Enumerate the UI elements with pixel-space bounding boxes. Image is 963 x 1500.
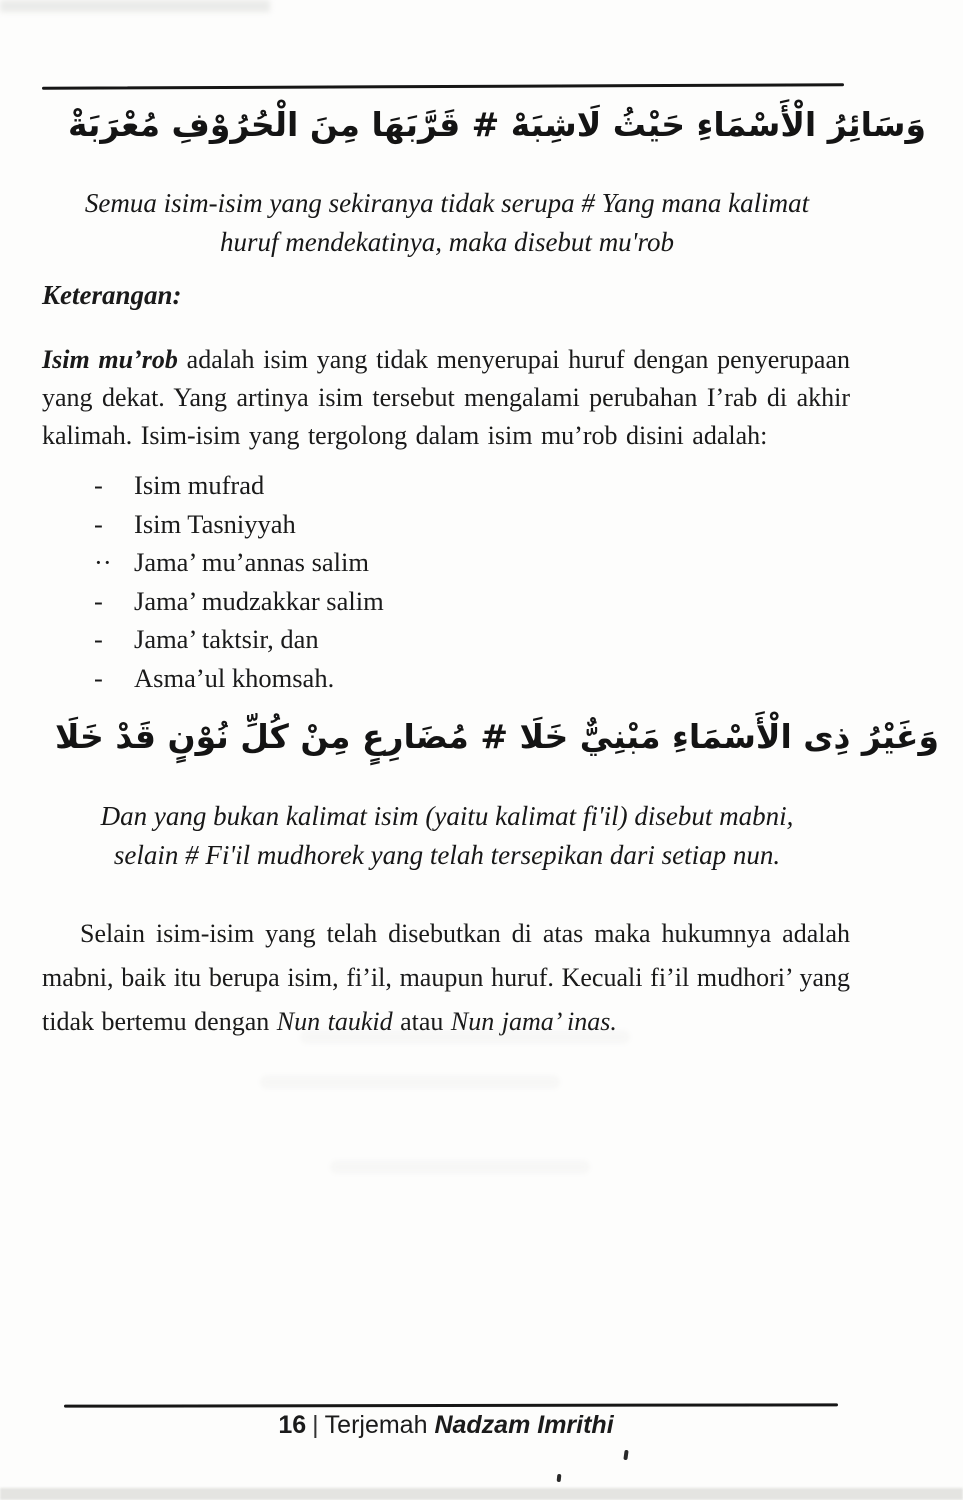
term-nun-taukid: Nun taukid [276,1007,393,1036]
list-dash: - [94,470,103,500]
list-dash: - [94,624,103,654]
paragraph-text: atau [392,1007,451,1036]
scan-bleedthrough [330,1160,590,1174]
footer-book-title: Nadzam Imrithi [434,1411,614,1439]
page-footer [42,1411,850,1440]
paragraph-text: adalah isim yang tidak menyerupai huruf dengan penyerupaan yang dekat. Yang artinya isim tersebut mengalami perubahan I’rab di akhir kalimah. Isim-isim yang tergolong dalam isim mu’rob disini adalah: [42,345,850,450]
list-dash: ·· [94,547,112,577]
isim-murob-list [42,466,742,697]
keterangan-paragraph [42,341,850,455]
list-item-label: Isim Tasniyyah [134,508,296,539]
keterangan-heading: Keterangan: [42,280,182,310]
translation-line: Semua isim-isim yang sekiranya tidak serupa # Yang mana kalimat [84,188,810,218]
list-item [42,620,742,659]
scan-bleedthrough [260,1075,560,1089]
list-item [42,466,742,505]
ink-speck [557,1474,562,1482]
list-item [42,505,742,544]
footer-book-prefix: Terjemah [324,1411,435,1439]
scan-bleedthrough [300,1030,630,1044]
scan-edge-band [0,1488,963,1500]
list-item [42,582,742,621]
list-item-label: Jama’ taktsir, dan [134,624,319,654]
list-item-label: Asma’ul khomsah. [134,662,335,693]
footer-divider [64,1403,838,1407]
list-item [42,659,742,698]
list-item [42,543,742,582]
arabic-verse-1: وَسَائِرُ الْأَسْمَاءِ حَيْثُ لَاشِبَهْ # قَرَّبَهَا مِنَ الْحُرُوْفِ مُعْرَبَةْ [68,105,926,144]
list-item-label: Jama’ mudzakkar salim [134,585,384,616]
translation-line: huruf mendekatinya, maka disebut mu'rob [220,227,674,257]
scan-smudge [0,0,270,12]
list-item-label: Isim mufrad [134,470,265,500]
ink-speck [623,1450,628,1460]
list-dash: - [94,585,103,616]
list-dash: - [94,508,103,539]
verse-2-translation [42,797,852,875]
footer-separator: | [312,1411,319,1439]
paragraph-text: Selain isim-isim yang telah disebutkan di atas maka hukumnya adalah mabni, baik itu berupa isim, fi’il, maupun huruf. Kecuali fi’il mudhori’ yang tidak bertemu dengan [42,919,850,1036]
translation-line: selain # Fi'il mudhorek yang telah tersepikan dari setiap nun. [113,840,781,870]
translation-line: Dan yang bukan kalimat isim (yaitu kalimat fi'il) disebut mabni, [100,801,794,831]
term-isim-murob: Isim mu’rob [42,345,178,374]
page-number: 16 [278,1411,307,1439]
verse-1-translation [42,184,852,262]
list-dash: - [94,662,103,693]
arabic-verse-2: وَغَيْرُ ذِى الْأَسْمَاءِ مَبْنِيٌّ خَلَا # مُضَارِعٍ مِنْ كُلِّ نُوْنٍ قَدْ خَلَا [55,717,939,756]
list-item-label: Jama’ mu’annas salim [134,547,369,577]
closing-paragraph [42,912,850,1044]
term-nun-jama-inas: Nun jama’ inas. [450,1007,617,1036]
